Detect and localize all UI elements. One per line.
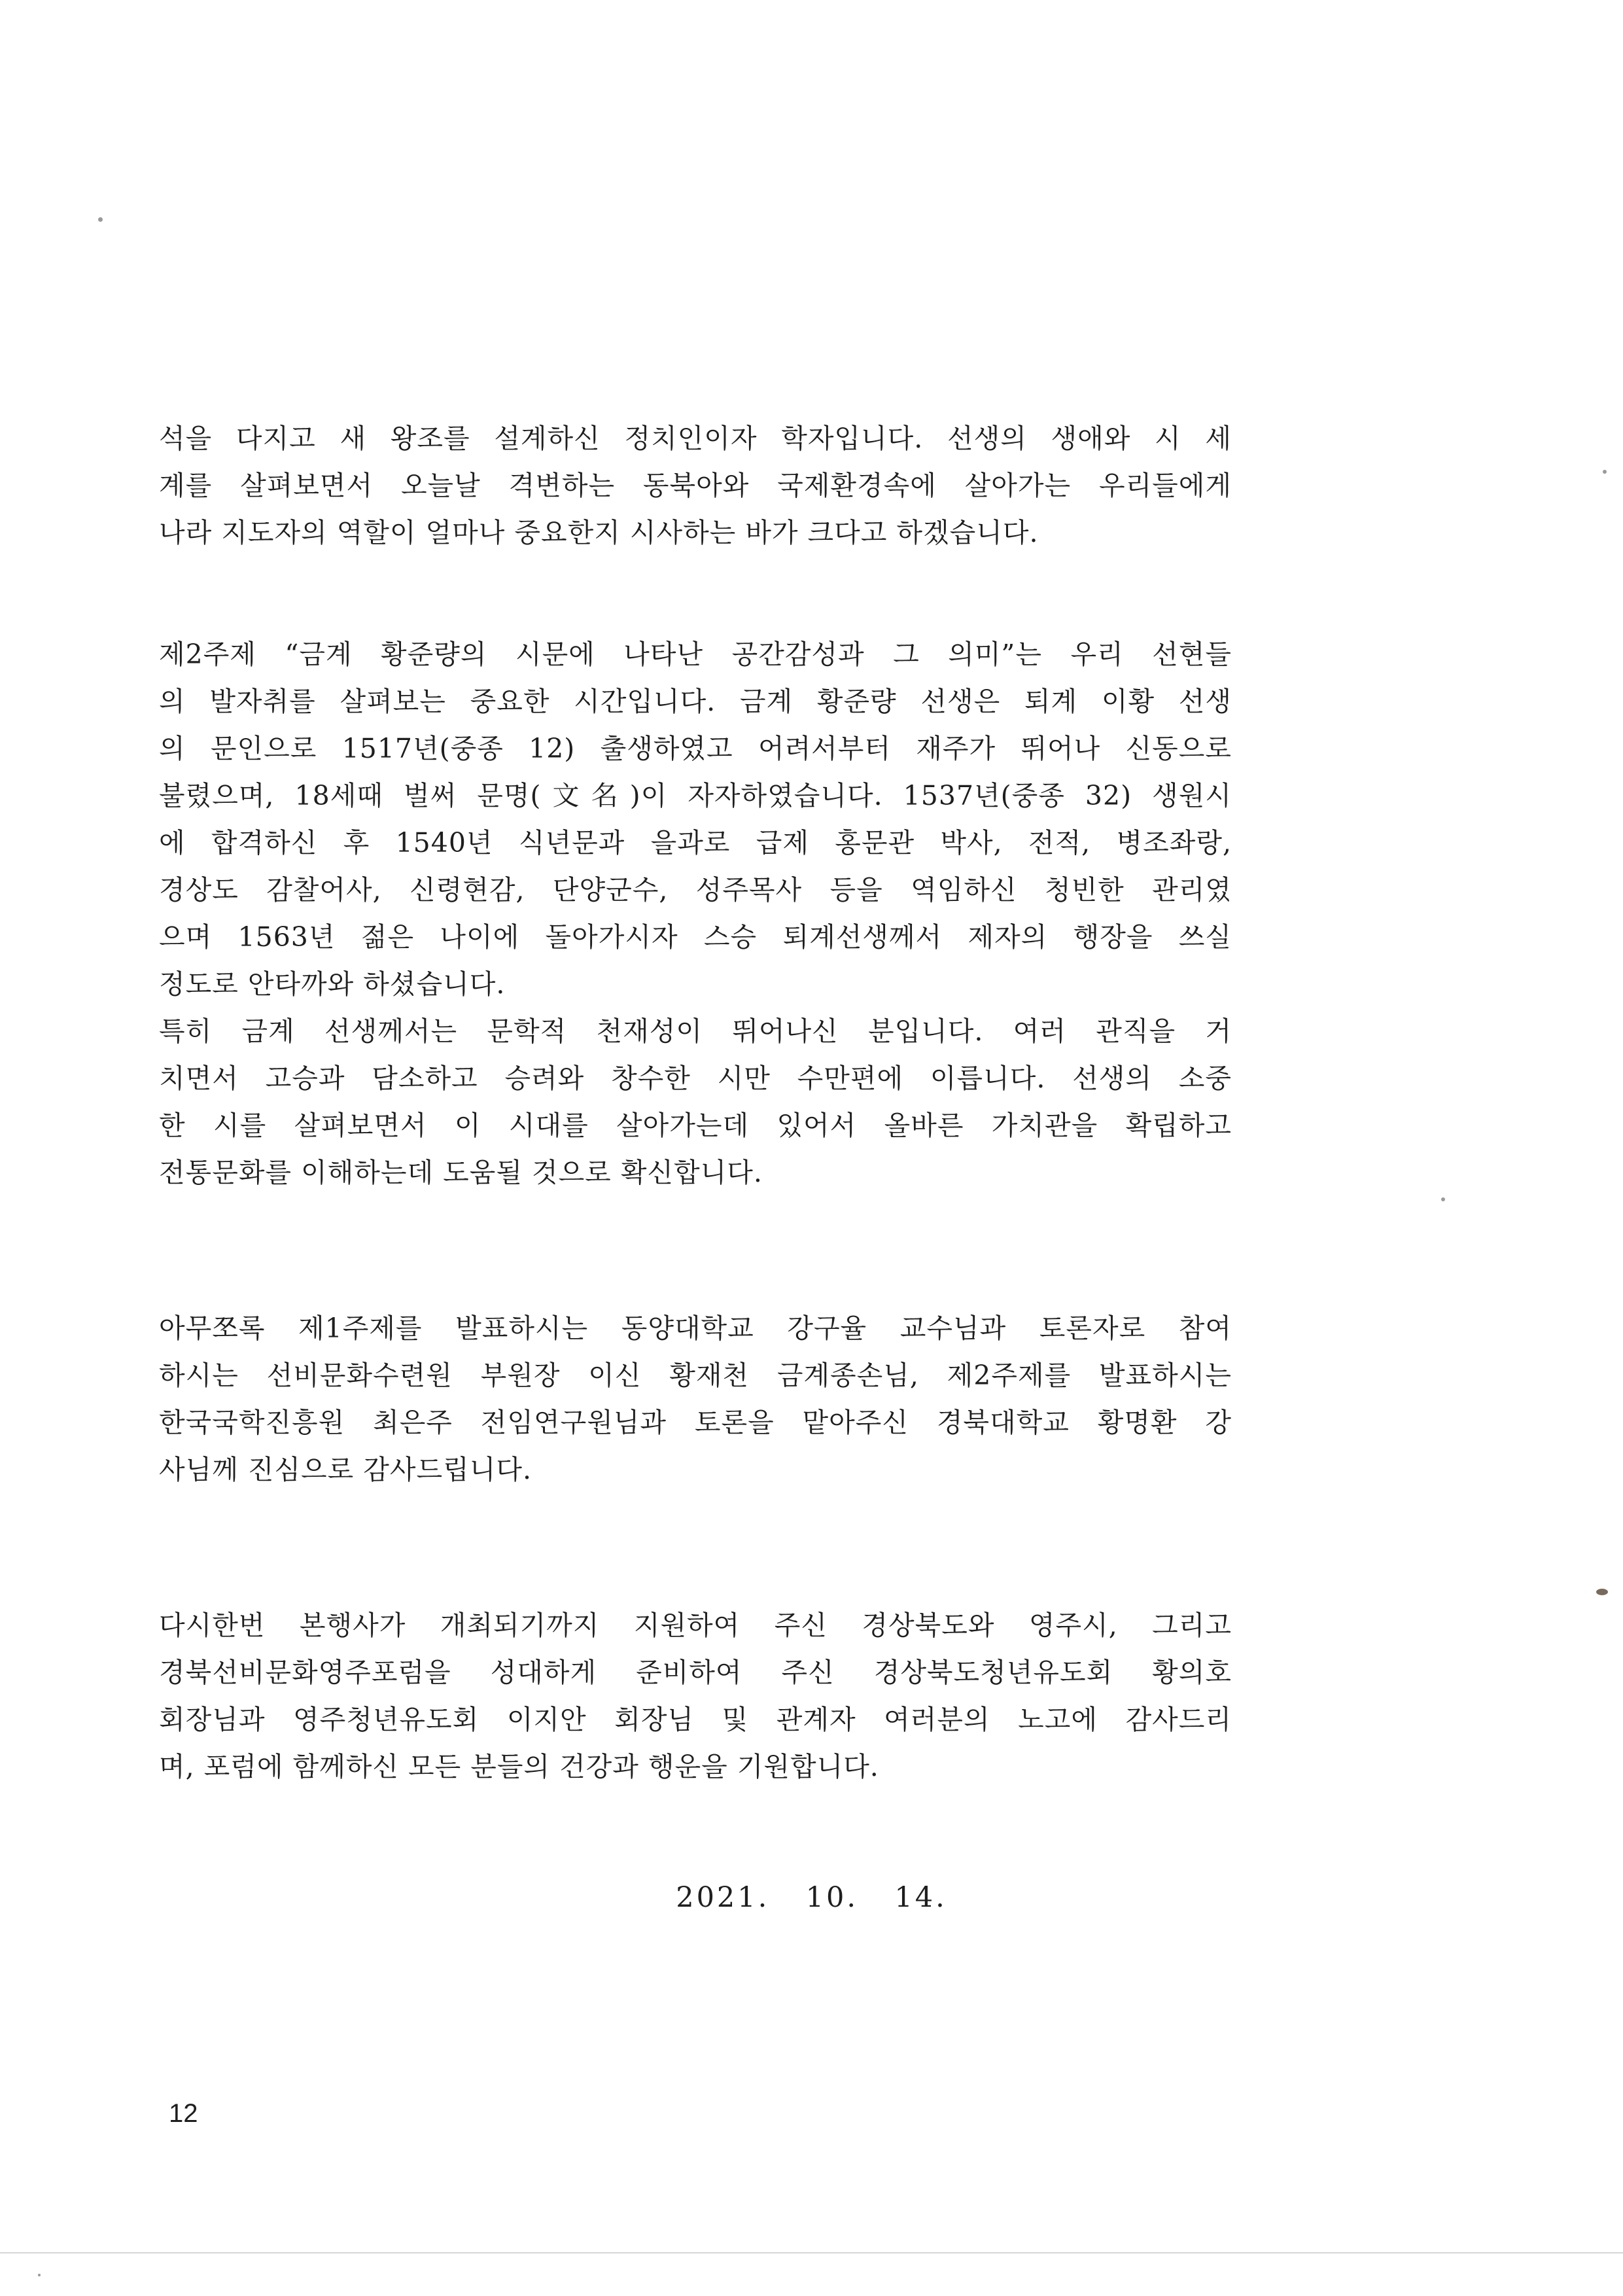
paragraph-4 [159, 1602, 1232, 1790]
text-line: 계를 살펴보면서 오늘날 격변하는 동북아와 국제환경속에 살아가는 우리들에게 [159, 470, 1232, 501]
text-line: 하시는 선비문화수련원 부원장 이신 황재천 금계종손님, 제2주제를 발표하시는 [159, 1360, 1232, 1391]
text-line: 사님께 진심으로 감사드립니다. [159, 1454, 532, 1485]
scan-speck [98, 217, 103, 222]
scan-edge-line [0, 2252, 1623, 2253]
paragraph-2 [159, 631, 1232, 1196]
text-line: 한국국학진흥원 최은주 전임연구원님과 토론을 맡아주신 경북대학교 황명환 강 [159, 1407, 1232, 1438]
scan-speck [38, 2274, 41, 2276]
text-line: 제2주제 “금계 황준량의 시문에 나타난 공간감성과 그 의미”는 우리 선현들 [159, 639, 1232, 670]
text-line: 나라 지도자의 역할이 얼마나 중요한지 시사하는 바가 크다고 하겠습니다. [159, 517, 1039, 548]
text-line: 경상도 감찰어사, 신령현감, 단양군수, 성주목사 등을 역임하신 청빈한 관리였 [159, 874, 1232, 906]
scan-speck [1596, 1589, 1608, 1595]
text-line: 아무쪼록 제1주제를 발표하시는 동양대학교 강구율 교수님과 토론자로 참여 [159, 1313, 1232, 1344]
text-line: 전통문화를 이해하는데 도움될 것으로 확신합니다. [159, 1157, 763, 1188]
text-line: 불렸으며, 18세때 벌써 문명(文名)이 자자하였습니다. 1537년(중종 32) 생원시 [159, 780, 1232, 811]
text-line: 특히 금계 선생께서는 문학적 천재성이 뛰어나신 분입니다. 여러 관직을 거 [159, 1016, 1232, 1047]
text-line: 회장님과 영주청년유도회 이지안 회장님 및 관계자 여러분의 노고에 감사드리 [159, 1704, 1232, 1735]
paragraph-1 [159, 415, 1232, 556]
text-line: 경북선비문화영주포럼을 성대하게 준비하여 주신 경상북도청년유도회 황의호 [159, 1657, 1232, 1688]
text-line: 다시한번 본행사가 개최되기까지 지원하여 주신 경상북도와 영주시, 그리고 [159, 1610, 1232, 1641]
text-line: 석을 다지고 새 왕조를 설계하신 정치인이자 학자입니다. 선생의 생애와 시 세 [159, 423, 1232, 454]
text-line: 치면서 고승과 담소하고 승려와 창수한 시만 수만편에 이릅니다. 선생의 소중 [159, 1063, 1232, 1094]
text-line: 한 시를 살펴보면서 이 시대를 살아가는데 있어서 올바른 가치관을 확립하고 [159, 1110, 1232, 1141]
document-date: 2021. 10. 14. [676, 1881, 947, 1914]
text-line: 으며 1563년 젊은 나이에 돌아가시자 스승 퇴계선생께서 제자의 행장을 쓰실 [159, 921, 1232, 953]
text-line: 정도로 안타까와 하셨습니다. [159, 968, 506, 1000]
scan-speck [1603, 470, 1607, 474]
page-number: 12 [169, 2099, 198, 2128]
scan-speck [1441, 1197, 1445, 1201]
paragraph-3 [159, 1305, 1232, 1493]
text-line: 의 문인으로 1517년(중종 12) 출생하였고 어려서부터 재주가 뛰어나 신동으로 [159, 733, 1232, 764]
text-line: 의 발자취를 살펴보는 중요한 시간입니다. 금계 황준량 선생은 퇴계 이황 선생 [159, 686, 1232, 717]
text-line: 며, 포럼에 함께하신 모든 분들의 건강과 행운을 기원합니다. [159, 1751, 879, 1782]
text-line: 에 합격하신 후 1540년 식년문과 을과로 급제 홍문관 박사, 전적, 병조좌랑, [159, 827, 1232, 858]
